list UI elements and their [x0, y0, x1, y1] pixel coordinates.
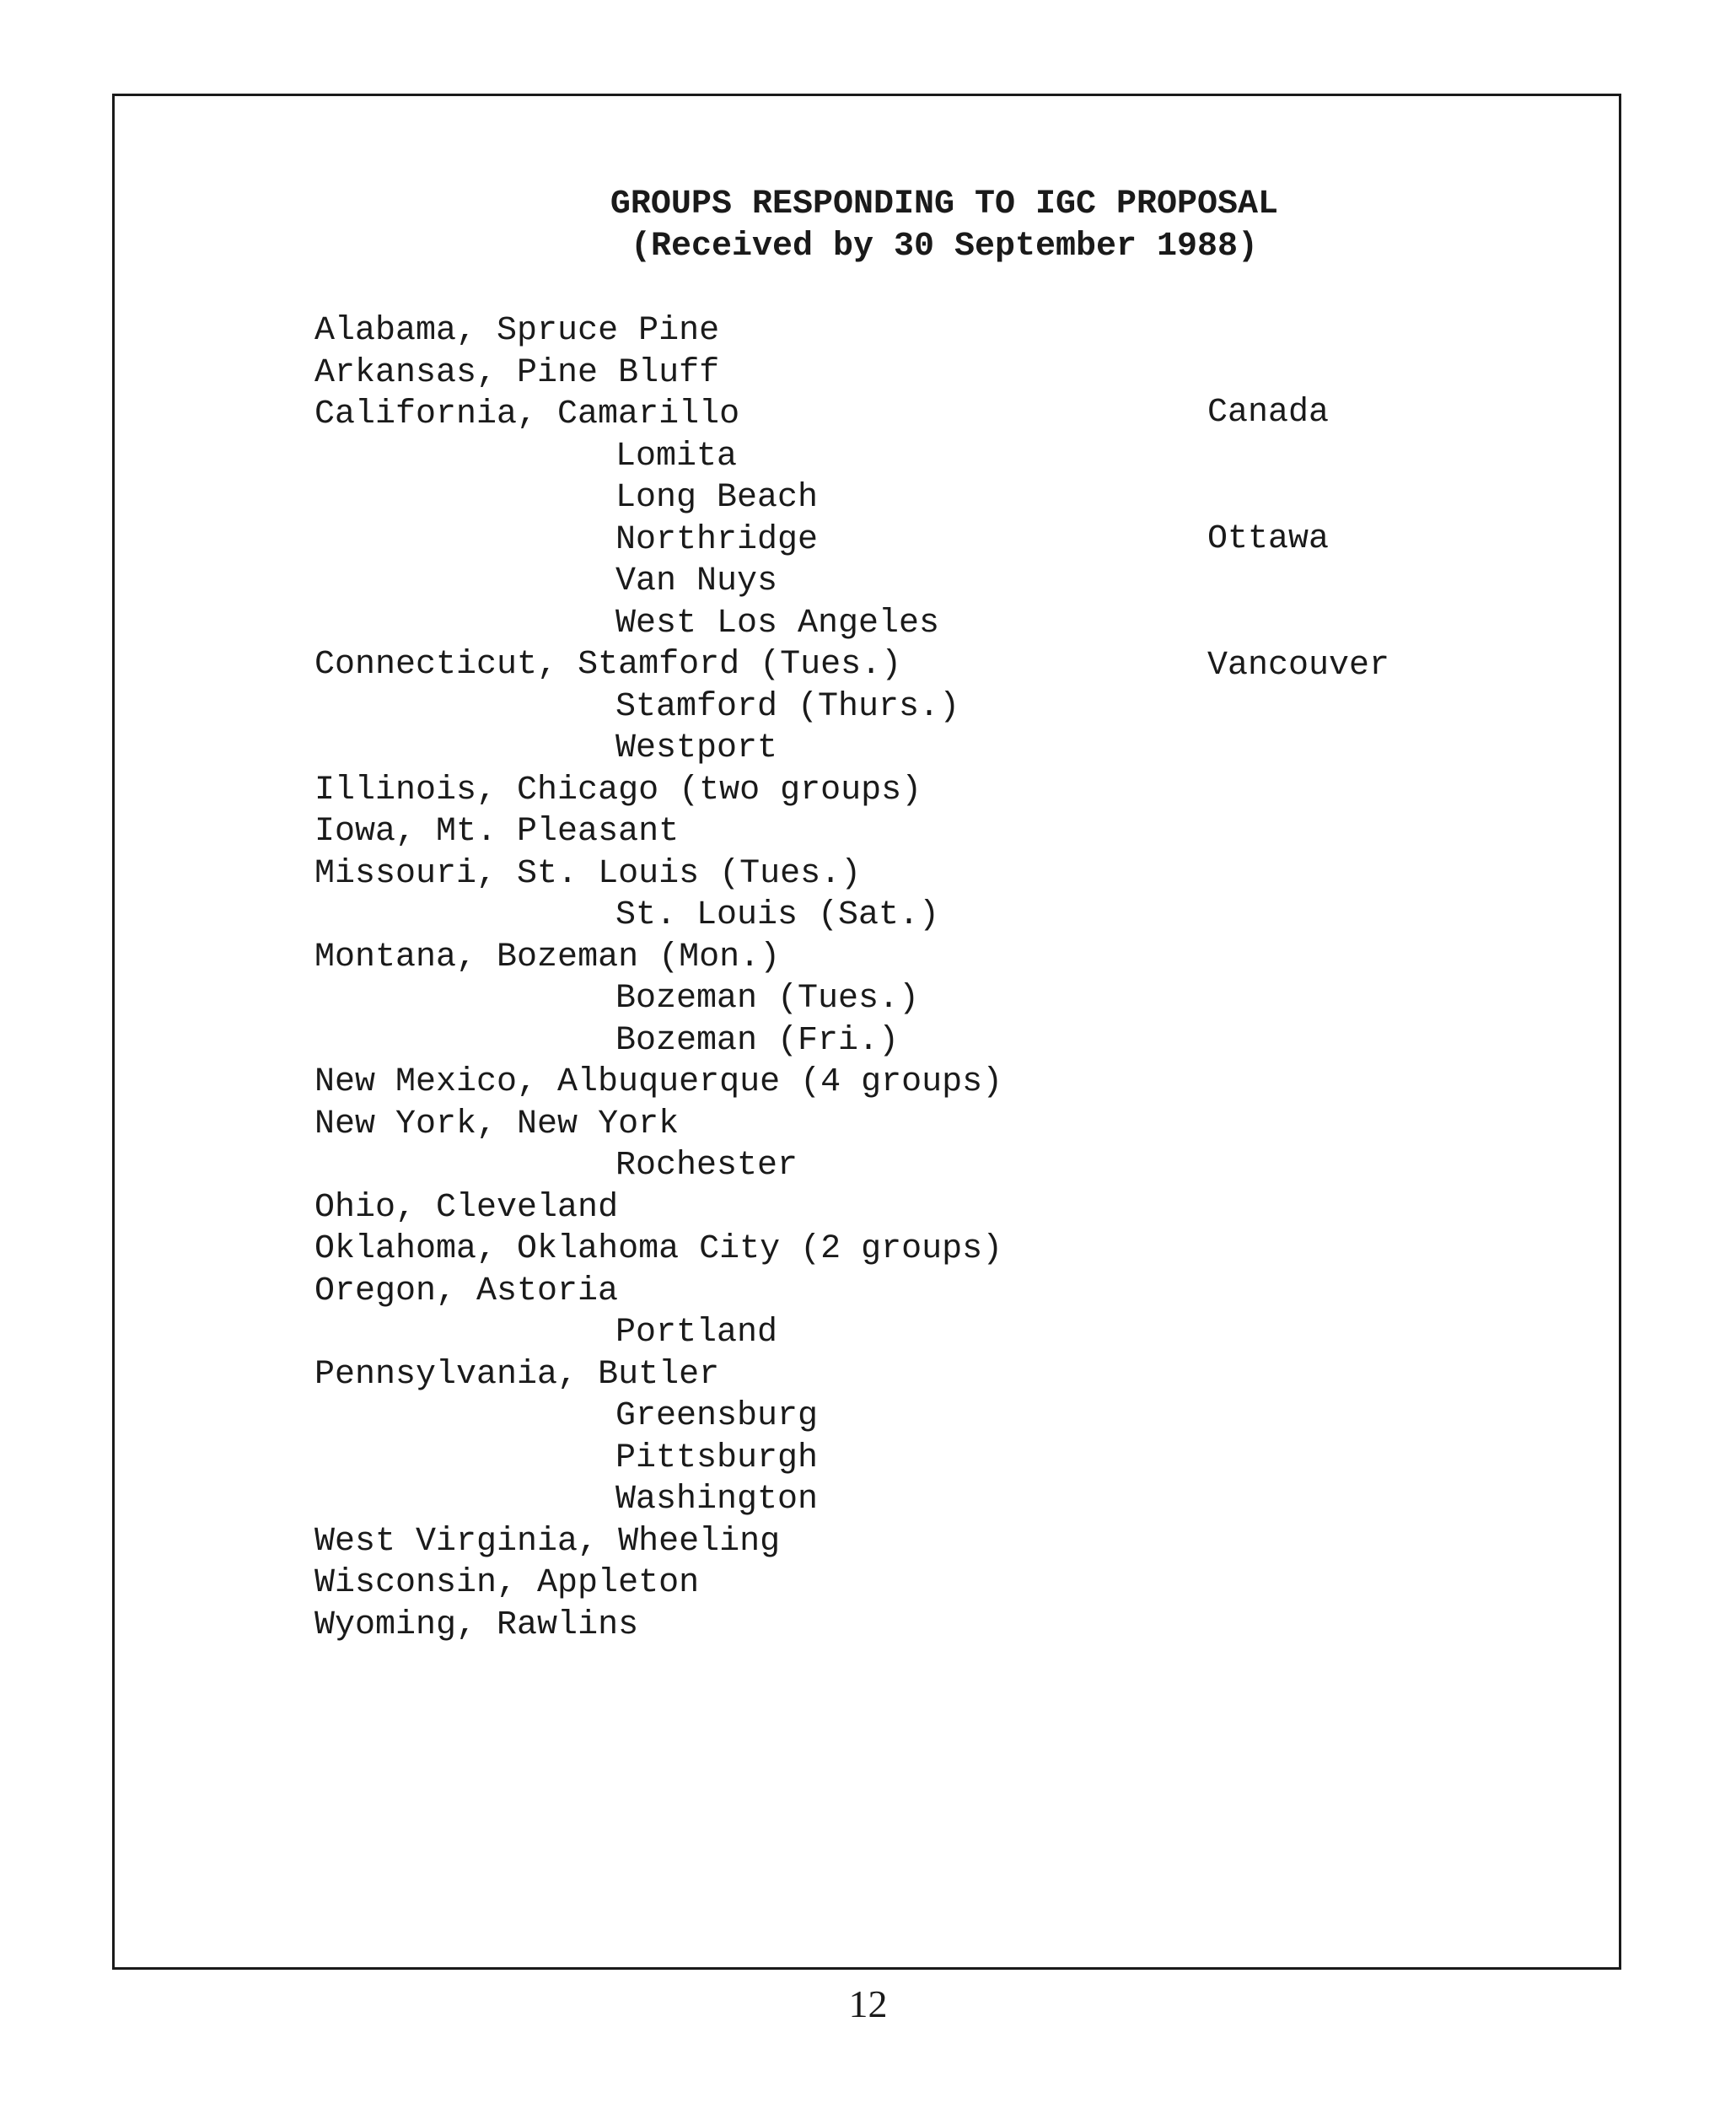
list-item: [314, 728, 1002, 770]
city-name: Cleveland: [436, 1188, 619, 1227]
city-name: Stamford (Tues.): [578, 646, 902, 684]
list-item: [314, 1187, 1002, 1229]
list-item: [314, 1438, 1002, 1480]
city-name: Wheeling: [618, 1522, 781, 1561]
city-name: Greensburg: [615, 1397, 819, 1435]
city-name: Portland: [615, 1314, 778, 1352]
list-item: [314, 1020, 1002, 1062]
city-name: Bozeman (Tues.): [615, 980, 920, 1018]
city-name: Pittsburgh: [615, 1438, 819, 1477]
list-item: [314, 436, 1002, 478]
city-name: Appleton: [537, 1564, 700, 1602]
state-name: New York,: [314, 1105, 518, 1143]
list-item: [314, 1229, 1002, 1271]
canada-heading: Canada: [1207, 394, 1330, 432]
city-name: Spruce Pine: [497, 312, 720, 350]
city-name: Rochester: [615, 1147, 798, 1185]
list-item: [314, 561, 1002, 603]
state-name: Iowa,: [314, 813, 437, 851]
city-name: Camarillo: [557, 395, 740, 433]
state-name: Ohio,: [314, 1188, 437, 1227]
city-name: Pine Bluff: [517, 353, 720, 392]
title-line-2: (Received by 30 September 1988): [630, 228, 1259, 266]
list-item: [314, 686, 1002, 729]
list-item: [314, 1354, 1002, 1396]
list-item: [314, 1145, 1002, 1187]
state-name: California,: [314, 395, 558, 433]
list-item: [314, 1605, 1002, 1647]
list-item: [314, 1271, 1002, 1313]
city-name: Oklahoma City (2 groups): [517, 1230, 1003, 1268]
state-name: Wyoming,: [314, 1605, 497, 1644]
state-name: West Virginia,: [314, 1522, 619, 1561]
city-name: Albuquerque (4 groups): [557, 1063, 1003, 1101]
city-name: Chicago (two groups): [517, 771, 922, 809]
city-name: Washington: [615, 1481, 819, 1519]
list-item: [314, 1395, 1002, 1438]
list-item: [314, 519, 1002, 562]
state-name: Arkansas,: [314, 353, 518, 392]
list-item: [314, 1062, 1002, 1104]
state-name: New Mexico,: [314, 1063, 558, 1101]
list-item: [314, 310, 1002, 352]
city-name: Northridge: [615, 520, 819, 559]
list-item: [314, 394, 1002, 436]
canada-city: Vancouver: [1207, 647, 1390, 685]
state-name: Illinois,: [314, 771, 518, 809]
state-name: Montana,: [314, 938, 497, 976]
list-item: [314, 895, 1002, 937]
city-name: Astoria: [476, 1272, 619, 1310]
list-item: [314, 1104, 1002, 1146]
canada-city: Ottawa: [1207, 520, 1330, 558]
list-item: [314, 477, 1002, 519]
city-name: Stamford (Thurs.): [615, 687, 960, 726]
list-item: [314, 770, 1002, 812]
city-name: St. Louis (Tues.): [517, 854, 862, 893]
state-name: Alabama,: [314, 312, 497, 350]
list-item: [314, 1479, 1002, 1521]
state-name: Oklahoma,: [314, 1230, 518, 1268]
state-name: Connecticut,: [314, 646, 578, 684]
city-name: West Los Angeles: [615, 604, 940, 643]
list-item: [314, 853, 1002, 895]
canada-section: [1207, 308, 1389, 729]
list-item: [314, 978, 1002, 1020]
title-line-1: GROUPS RESPONDING TO IGC PROPOSAL: [610, 186, 1279, 223]
state-name: Wisconsin,: [314, 1564, 538, 1602]
list-item: [314, 1521, 1002, 1563]
city-name: Bozeman (Fri.): [615, 1021, 900, 1060]
list-item: [314, 603, 1002, 645]
city-name: Long Beach: [615, 479, 819, 517]
city-name: Rawlins: [497, 1605, 639, 1644]
city-name: Mt. Pleasant: [436, 813, 680, 851]
document-title: [472, 184, 1416, 268]
list-item: [314, 352, 1002, 395]
city-name: Bozeman (Mon.): [497, 938, 781, 976]
list-item: [314, 811, 1002, 853]
city-name: St. Louis (Sat.): [615, 896, 940, 934]
city-name: Lomita: [615, 437, 738, 476]
state-name: Oregon,: [314, 1272, 477, 1310]
groups-list: [314, 310, 1002, 1646]
city-name: Butler: [598, 1355, 720, 1394]
page-number: 12: [848, 1982, 888, 2025]
city-name: Van Nuys: [615, 562, 778, 600]
city-name: New York: [517, 1105, 680, 1143]
list-item: [314, 1312, 1002, 1354]
city-name: Westport: [615, 729, 778, 767]
list-item: [314, 644, 1002, 686]
list-item: [314, 937, 1002, 979]
state-name: Pennsylvania,: [314, 1355, 599, 1394]
state-name: Missouri,: [314, 854, 518, 893]
list-item: [314, 1562, 1002, 1605]
